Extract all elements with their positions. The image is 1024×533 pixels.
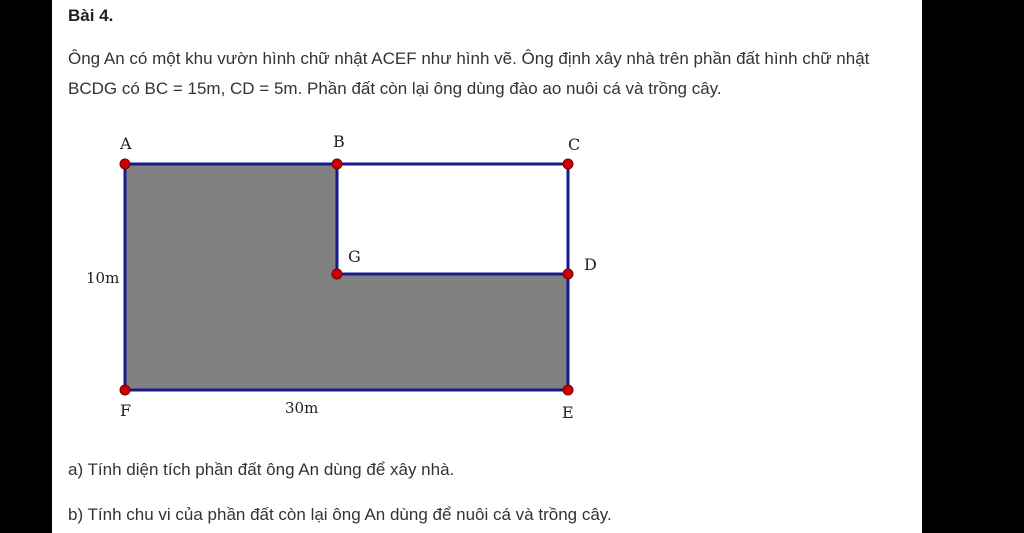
label-width-30m: 30m <box>285 399 319 417</box>
garden-figure <box>52 0 922 450</box>
label-height-10m: 10m <box>86 269 120 287</box>
problem-statement: Ông An có một khu vườn hình chữ nhật ACEF như hình vẽ. Ông định xây nhà trên phần đất hình chữ nhật BCDG có BC = 15m, CD = 5m. Phần đất còn lại ông dùng đào ao nuôi cá và trồng cây. <box>68 49 870 98</box>
vertex-a <box>120 159 130 169</box>
vertex-d <box>563 269 573 279</box>
vertex-g <box>332 269 342 279</box>
vertex-b <box>332 159 342 169</box>
label-b: B <box>333 132 345 151</box>
label-d: D <box>584 255 597 274</box>
exercise-sheet <box>52 0 922 533</box>
exercise-title: Bài 4. <box>68 6 114 25</box>
label-f: F <box>120 401 132 420</box>
label-a: A <box>120 134 132 153</box>
vertex-f <box>120 385 130 395</box>
vertex-e <box>563 385 573 395</box>
question-b: b) Tính chu vi của phần đất còn lại ông An dùng để nuôi cá và trồng cây. <box>68 505 612 524</box>
vertex-c <box>563 159 573 169</box>
label-c: C <box>568 135 581 154</box>
label-g: G <box>348 247 361 266</box>
house-region <box>337 164 568 274</box>
question-a: a) Tính diện tích phần đất ông An dùng để xây nhà. <box>68 460 455 479</box>
label-e: E <box>562 403 574 422</box>
